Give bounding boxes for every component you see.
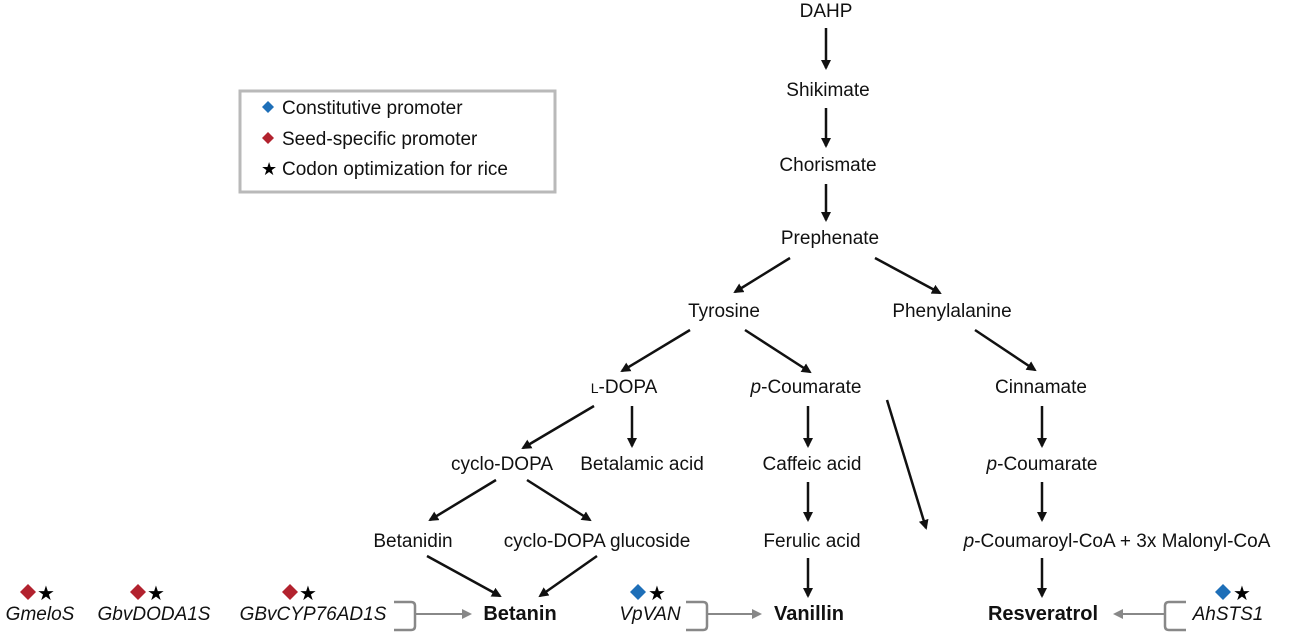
node-cinnamate: Cinnamate xyxy=(995,377,1087,398)
node-prephenate: Prephenate xyxy=(780,228,880,249)
arrow-prephenate-phenylalanine xyxy=(875,258,940,293)
product-vanillin: Vanillin xyxy=(773,603,845,625)
gene-vpvan: VpVAN xyxy=(619,604,681,625)
node-cyclo-dopa: cyclo-DOPA xyxy=(450,454,554,475)
node-betalamic-acid: Betalamic acid xyxy=(580,454,704,475)
blue-diamond-icon xyxy=(1215,584,1231,600)
gene-gbvcyp76ad1s: GBvCYP76AD1S xyxy=(239,604,387,625)
arrow-cyclodopa-betanidin xyxy=(430,480,496,520)
node-shikimate: Shikimate xyxy=(786,80,870,101)
gene-bracket-resveratrol xyxy=(1165,602,1186,630)
node-p-coumaroyl-coa: p-Coumaroyl-CoA + 3x Malonyl-CoA xyxy=(963,531,1271,552)
node-tyrosine: Tyrosine xyxy=(688,301,760,322)
node-betanidin: Betanidin xyxy=(373,531,453,552)
gene-bracket-vanillin xyxy=(686,602,707,630)
arrow-betanidin-betanin xyxy=(427,556,500,596)
gene-ahsts1: AhSTS1 xyxy=(1192,604,1264,625)
legend xyxy=(240,91,555,192)
node-p-coumarate-2: p-Coumarate xyxy=(986,454,1098,475)
arrow-pcoumarate-coumaroyl xyxy=(887,400,926,528)
star-icon: ★ xyxy=(147,583,165,605)
star-icon: ★ xyxy=(37,583,55,605)
red-diamond-icon xyxy=(130,584,146,600)
product-betanin: Betanin xyxy=(483,603,557,625)
arrow-prephenate-tyrosine xyxy=(735,258,790,292)
node-chorismate: Chorismate xyxy=(779,155,877,176)
node-caffeic-acid: Caffeic acid xyxy=(762,454,862,475)
legend-codon-label: Codon optimization for rice xyxy=(282,159,508,180)
blue-diamond-icon xyxy=(630,584,646,600)
gene-gbvdoda1s: GbvDODA1S xyxy=(97,604,211,625)
node-phenylalanine: Phenylalanine xyxy=(892,301,1012,322)
gene-bracket-betanin xyxy=(394,602,415,630)
red-diamond-icon xyxy=(20,584,36,600)
node-ferulic-acid: Ferulic acid xyxy=(763,531,861,552)
arrow-tyrosine-ldopa xyxy=(622,330,690,371)
arrow-tyrosine-pcoumarate xyxy=(745,330,810,372)
node-cyclo-dopa-glucoside: cyclo-DOPA glucoside xyxy=(503,531,691,552)
legend-constitutive-label: Constitutive promoter xyxy=(282,98,463,119)
arrow-ldopa-cyclodopa xyxy=(523,406,594,448)
node-dahp: DAHP xyxy=(799,1,853,22)
star-icon: ★ xyxy=(299,583,317,605)
star-icon: ★ xyxy=(261,159,278,179)
product-resveratrol: Resveratrol xyxy=(987,603,1099,625)
arrow-glucoside-betanin xyxy=(540,556,597,596)
legend-seed-specific-label: Seed-specific promoter xyxy=(282,129,478,150)
star-icon: ★ xyxy=(648,583,666,605)
node-p-coumarate: p-Coumarate xyxy=(750,377,862,398)
star-icon: ★ xyxy=(1233,583,1251,605)
arrow-cyclodopa-glucoside xyxy=(527,480,590,520)
node-l-dopa: L-DOPA xyxy=(590,377,658,398)
arrow-phenylalanine-cinnamate xyxy=(975,330,1035,370)
red-diamond-icon xyxy=(282,584,298,600)
gene-gmelos: GmeloS xyxy=(5,604,75,625)
